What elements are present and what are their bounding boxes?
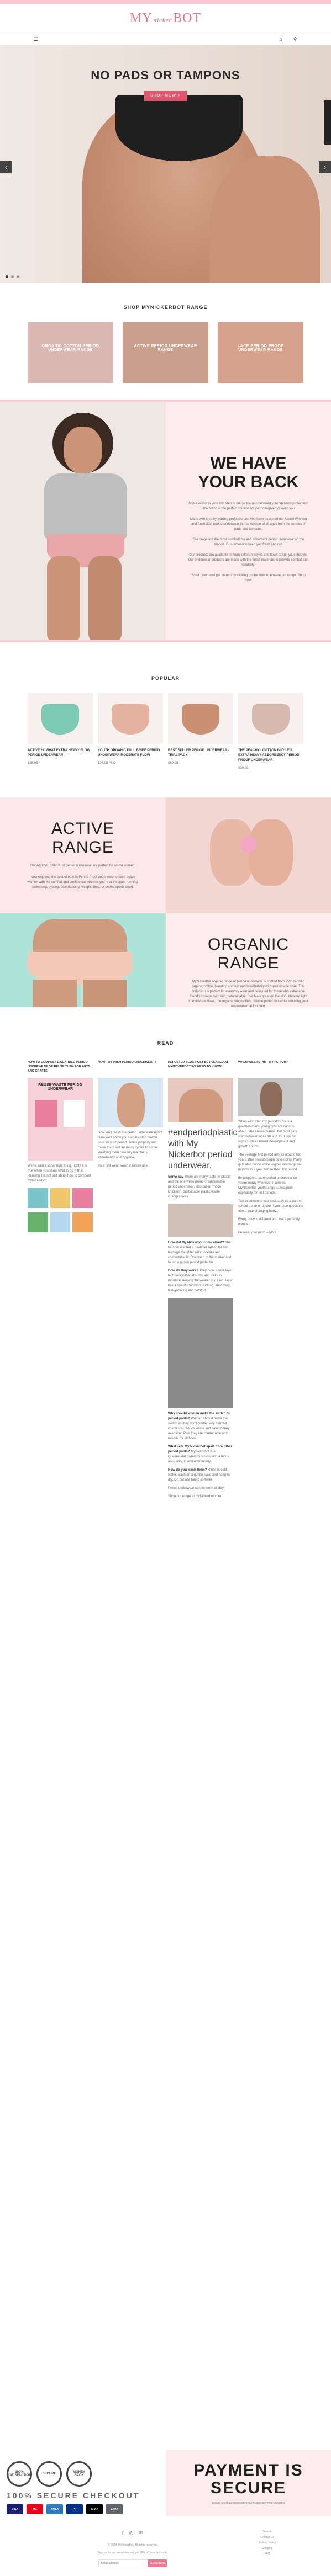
footer-link[interactable]: Search (262, 2530, 272, 2534)
hero-slider (0, 45, 331, 283)
range-card-label: ORGANIC COTTON PERIOD UNDERWEAR RANGE (41, 344, 99, 352)
hamburger-menu-icon[interactable]: ☰ (33, 36, 39, 42)
product-image[interactable] (168, 693, 233, 744)
visa-icon: VISA (7, 2504, 23, 2514)
product-image[interactable] (238, 693, 303, 744)
back-text: WE HAVE YOUR BACK MyNickerBot is your first step to bridge the gap between your "modern protection" - the brand is the perfect solution for your daughter, or even you. Made with love by leading professionals who have designed our Award Winning and Australian period underwear to free women of all ages from the worries of pads and tampons. Our range are the most comfortable and absorbent period underwear on the market. Guaranteed to keep you fresh and dry. Our products are available in many different styles and flows to suit your lifestyle. Our underwear products are made with the finest materials to provide comfort and reliability. Scroll down and get started by clicking on the links to browse our range. Shop now! (188, 454, 309, 582)
product-price: $69.95 (168, 762, 178, 765)
blog-title[interactable]: HOW TO COMPOST DISCARDED PERIOD UNDERWEAR OR REUSE THEM FOR ARTS AND CRAFTS (28, 1061, 91, 1073)
footer-link[interactable]: FAQ (264, 2552, 270, 2556)
blog-post-compost: HOW TO COMPOST DISCARDED PERIOD UNDERWEAR OR REUSE THEM FOR ARTS AND CRAFTS REUSE WASTE PERIOD UNDERWEAR We've said it so far right thing, right? It is true when you know what to do with it! Reusing it is not just about how to compost MyNickerBot. (28, 1060, 93, 1499)
blog-post-endperiodplastic: REPOSTED BLOG POST BE PLEASED AT MYNICKERBOT WE NEED TO KNOW! #endperiodplastic with My Nickerbot period underwear. Some say There are many facts on plastic and the one we're proud of sustainable period underwear, also called 'moon knickers'. Sustainable plastic waste changes lives. How did My Nickerbot come about? The founder wanted a healthier option for her teenage daughter with no leaks and comfortable fit. She went to the market and found a gap in period protection. How do they work? They have a four-layer technology that absorbs and locks in moisture keeping the wearer dry. Each layer has a specific function: wicking, absorbing, leak-proofing and comfort. Why should women make the switch to period pants? Women should make the switch as they don't contain any harmful chemicals, reduce waste and save money over time. Plus they are comfortable and reliable for all flows. What sets My Nickerbot apart from other period pants? MyNickerbot is a Queensland owned business with a focus on quality, fit and affordability. How do you wash them? Rinse in cold water, wash on a gentle cycle and hang to dry. Do not use fabric softener. Period underwear can be worn all day. Shop our range at myNickerbot.com (168, 1061, 238, 1498)
instagram-icon[interactable]: ◎ (129, 2530, 134, 2536)
shop-range-section (0, 283, 331, 400)
blog-image-strip (28, 1188, 93, 1208)
footer-links (259, 2530, 276, 2576)
range-grid (28, 322, 303, 383)
read-title: READ (157, 1040, 174, 1046)
product-card[interactable] (98, 693, 163, 770)
newsletter-form (72, 2559, 193, 2567)
side-tab[interactable] (324, 100, 331, 145)
blog-thumbnail[interactable] (238, 1078, 303, 1116)
footer-link[interactable]: Shipping (261, 2547, 273, 2550)
popular-title: POPULAR (151, 675, 180, 681)
product-name[interactable]: BEST SELLER PERIOD UNDERWEAR - TRIAL PACK (168, 749, 229, 757)
slider-dot[interactable] (11, 275, 14, 278)
range-card[interactable] (123, 322, 208, 383)
blog-thumbnail[interactable] (98, 1078, 163, 1127)
payment-secure-heading: PAYMENT IS SECURE (193, 2461, 303, 2497)
popular-section (0, 642, 331, 797)
cart-icon[interactable]: ⌂ (279, 36, 282, 42)
slider-dots (6, 275, 19, 278)
shop-now-button[interactable]: SHOP NOW > (144, 91, 187, 101)
range-title: SHOP MYNICKERBOT RANGE (123, 305, 208, 310)
site-logo[interactable]: MY nickerBOT (129, 11, 202, 25)
product-card[interactable] (168, 693, 233, 770)
blog-post-first-period: WHEN WILL I START MY PERIOD? When will I start my period? This is a question many young girls are curious about. The answer varies, but most girls start between ages 10 and 15. Look for signs such as breast development and growth spurts. The average first period arrives around two years after breasts begin developing. Many girls also notice white vaginal discharge six months to a year before their first period. Be prepared: carry period underwear so you're ready whenever it arrives. MyNickerbot youth range is designed especially for first periods. Talk to someone you trust such as a parent, school nurse or doctor if you have questions about your changing body. Every body is different and that's perfectly normal. Be well, your mum – MNB (238, 1061, 303, 1234)
apple-pay-icon: APAY (86, 2504, 103, 2514)
money-back-badge-icon: MONEY BACK (66, 2461, 92, 2487)
slider-prev-icon[interactable]: ‹ (0, 161, 12, 173)
organic-heading: ORGANIC RANGE (207, 935, 289, 972)
product-grid (28, 693, 303, 770)
site-header (0, 4, 331, 33)
hero-headline: NO PADS OR TAMPONS (91, 68, 240, 82)
menu-bar (0, 33, 331, 45)
range-card-label: LACE PERIOD PROOF UNDERWEAR RANGE (237, 344, 284, 352)
product-name[interactable]: ACTIVE 2X WHAT EXTRA HEAVY FLOW PERIOD UNDERWEAR (28, 749, 91, 757)
facebook-icon[interactable]: f (122, 2530, 124, 2536)
subscribe-button[interactable]: SUBSCRIBE (148, 2559, 167, 2567)
search-icon[interactable]: ⚲ (293, 36, 297, 42)
read-section (0, 1007, 331, 2180)
satisfaction-badge-icon: 100% SATISFACTION (7, 2461, 32, 2487)
hero-image-underwear (115, 95, 243, 161)
product-card[interactable] (28, 693, 93, 770)
site-footer: f ◎ ✉ © 2024 MyNickerBot. All rights reserved. Sign up for our newsletter and get 10% off your first order Email address SUBSCRIBE Search Contact Us Refund Policy Shipping FAQ (0, 2516, 331, 2576)
slider-dot[interactable] (6, 275, 8, 278)
product-name[interactable]: THE PEACHY - COTTON BOY LEG EXTRA HEAVY ABSORBENCY PERIOD PROOF UNDERWEAR (238, 749, 300, 762)
secure-checkout-section: 100% SATISFACTION SECURE MONEY BACK 100% SECURE CHECKOUT VISA MC AMEX PP APAY GPAY PAYMENT IS SECURE Secure checkout powered by our trusted payment providers (0, 2450, 331, 2516)
back-heading: WE HAVE YOUR BACK (198, 454, 299, 491)
organic-photo (0, 913, 166, 1007)
blog-thumbnail[interactable]: REUSE WASTE PERIOD UNDERWEAR (28, 1078, 93, 1161)
footer-link[interactable]: Refund Policy (259, 2541, 276, 2545)
announcement-bar (0, 0, 331, 4)
secure-checkout-text: 100% SECURE CHECKOUT (7, 2491, 140, 2500)
product-price: $34.95 AUD (98, 762, 116, 765)
email-icon[interactable]: ✉ (139, 2530, 143, 2536)
blog-title[interactable]: HOW TO FINISH PERIOD UNDERWEAR? (98, 1061, 156, 1064)
organic-range-section: ORGANIC RANGE MyNickerBot organic range of period underwear is crafted from 95% certified organic cotton, blending comfort and breathability with sustainable style. This collection is perfect for everyday wear and designed for those who value eco-friendly choices with soft, natural fabric that feels great on the skin. Ideal for light to moderate flows, the organic range offers reliable protection while reducing your environmental footprint. (0, 913, 331, 1007)
range-card[interactable] (218, 322, 303, 383)
google-pay-icon: GPAY (106, 2504, 123, 2514)
social-links (72, 2530, 193, 2536)
footer-link[interactable]: Contact Us (260, 2536, 274, 2539)
secure-badge-icon: SECURE (36, 2461, 62, 2487)
product-card[interactable] (238, 693, 303, 770)
range-card[interactable] (28, 322, 113, 383)
product-image[interactable] (28, 693, 93, 744)
paypal-icon: PP (66, 2504, 83, 2514)
product-image[interactable] (98, 693, 163, 744)
blog-title[interactable]: REPOSTED BLOG POST BE PLEASED AT MYNICKERBOT WE NEED TO KNOW! (168, 1061, 229, 1068)
blog-thumbnail[interactable] (168, 1078, 233, 1122)
trust-badges (7, 2461, 159, 2487)
range-card-label: ACTIVE PERIOD UNDERWEAR RANGE (134, 344, 197, 352)
model-photo (0, 402, 166, 640)
blog-post-finish: HOW TO FINISH PERIOD UNDERWEAR? How am I crash me period underwear right? Here we'll show you step-by-step how to care for your period undies properly and make them last for many cycles to come. Washing them carefully maintains absorbency and hygiene. Your first wear, wash it before use. (98, 1061, 162, 1168)
we-have-your-back-section (0, 400, 331, 642)
amex-icon: AMEX (46, 2504, 63, 2514)
product-name[interactable]: YOUTH ORGANIC FULL BRIEF PERIOD UNDERWEAR MODERATE FLOW (98, 749, 160, 757)
active-photo (166, 797, 331, 913)
payment-cards (7, 2504, 159, 2514)
slider-dot[interactable] (17, 275, 19, 278)
blog-grid (28, 1060, 303, 1499)
product-price: $39.95 (238, 767, 249, 770)
mastercard-icon: MC (27, 2504, 43, 2514)
active-heading: ACTIVE RANGE (51, 819, 115, 856)
slider-next-icon[interactable]: › (319, 161, 331, 173)
newsletter-email-input[interactable] (98, 2559, 148, 2567)
active-range-section: ACTIVE RANGE Our ACTIVE RANGE of period underwear are perfect for active women. Now enjoying the best of both in Period Proof underwear to keep active women with the comfort and confidence whether you're at the gym, running, swimming, cycling, pole dancing, weight lifting, or on the sports court. (0, 797, 331, 913)
blog-title[interactable]: WHEN WILL I START MY PERIOD? (238, 1061, 288, 1064)
product-price: $35.95 (28, 762, 38, 765)
